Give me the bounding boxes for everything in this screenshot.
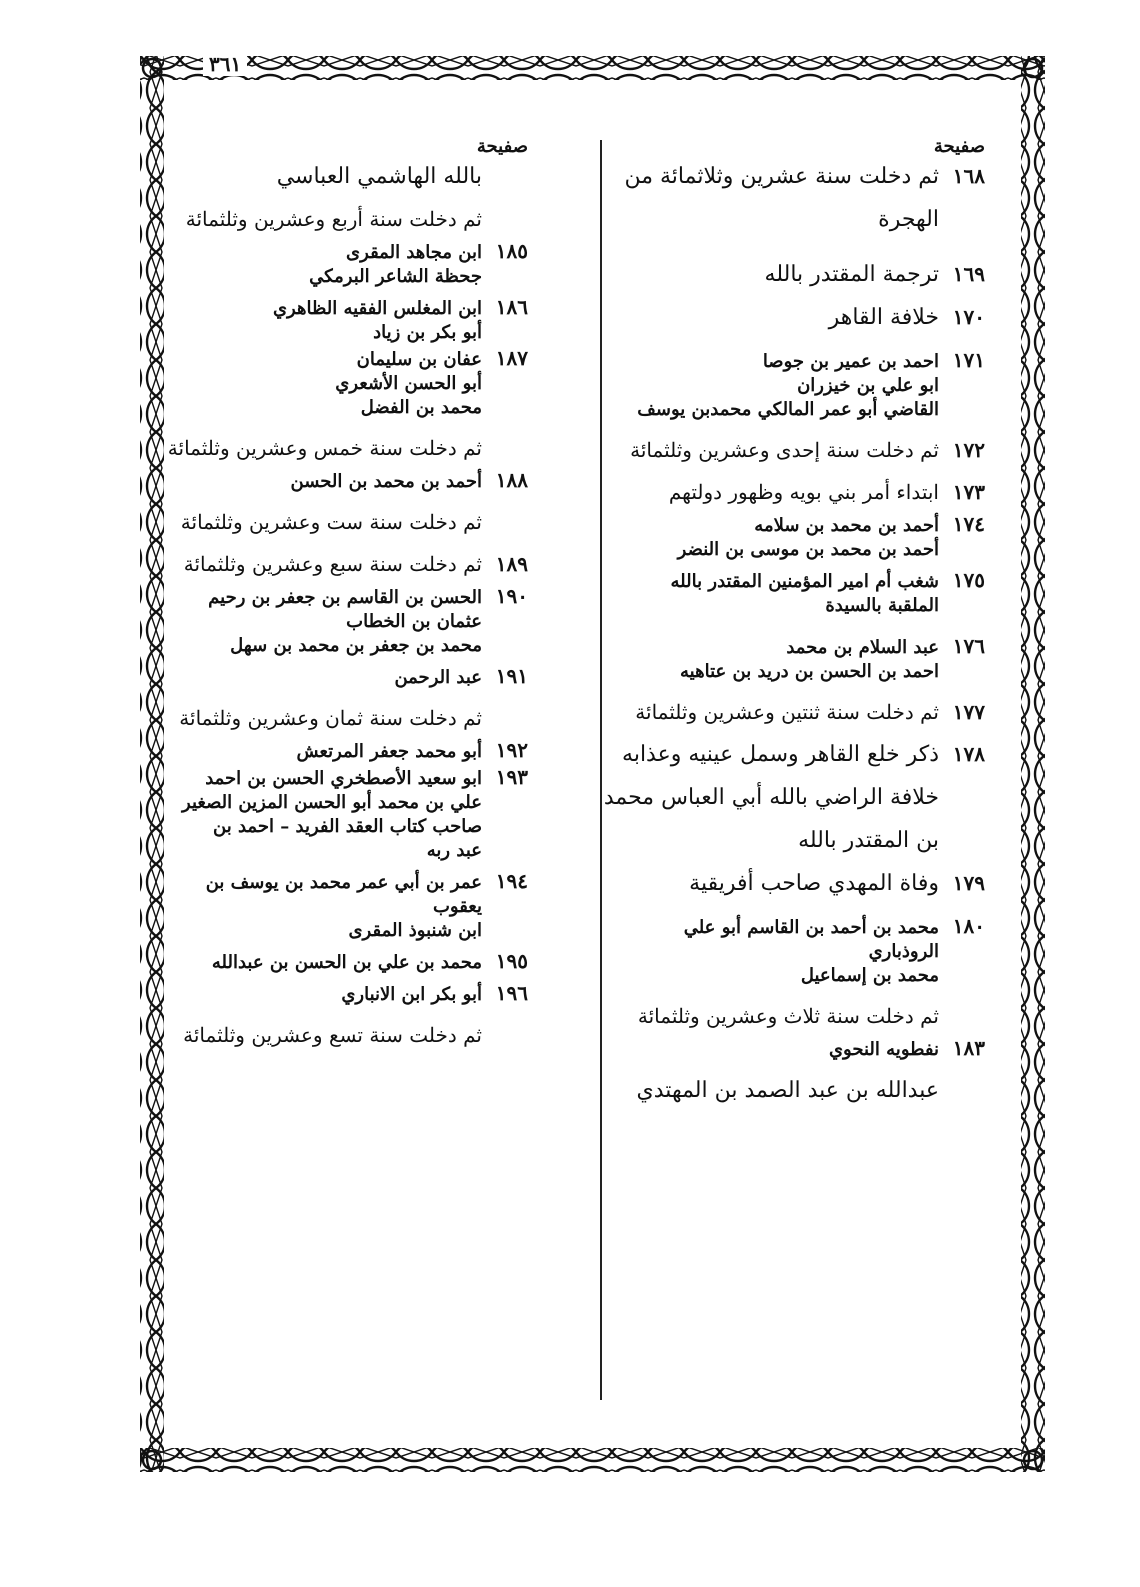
- entry-title: ابو سعيد الأصطخري الحسن بن احمد: [205, 768, 482, 789]
- entry-page-number: ١٨٩: [495, 552, 528, 576]
- toc-entry: [108, 706, 528, 730]
- toc-entry: [108, 816, 528, 837]
- toc-entry: [108, 295, 528, 319]
- toc-entry: [545, 965, 985, 986]
- entry-title: ثم دخلت سنة ثمان وعشرين وثلثمائة: [179, 706, 482, 730]
- entry-title: ثم دخلت سنة ثنتين وعشرين وثلثمائة: [635, 700, 939, 724]
- entry-title: ابن مجاهد المقرى: [346, 242, 482, 263]
- toc-entry: [108, 322, 528, 343]
- toc-entry: [108, 552, 528, 576]
- entry-page-number: ١٦٨: [952, 164, 985, 188]
- entry-page-number: ١٧٨: [952, 742, 985, 766]
- entry-title: أحمد بن محمد بن الحسن: [290, 471, 482, 492]
- page-number: ٣٦١: [203, 52, 247, 76]
- entry-title: عبد ربه: [426, 840, 482, 861]
- entry-page-number: ١٩٤: [495, 869, 528, 893]
- entry-title: الهجرة: [878, 207, 939, 232]
- entry-title: خلافة الراضي بالله أبي العباس محمد: [603, 785, 939, 810]
- entry-page-number: ١٨٨: [495, 468, 528, 492]
- toc-entry: [108, 266, 528, 287]
- entry-title: محمد بن أحمد بن القاسم أبو علي: [683, 917, 939, 938]
- entry-title: محمد بن جعفر بن محمد بن سهل: [230, 635, 482, 656]
- toc-entry: [108, 239, 528, 263]
- entry-page-number: ١٧٤: [952, 512, 985, 536]
- toc-entry: [108, 510, 528, 534]
- entry-title: بن المقتدر بالله: [798, 828, 939, 853]
- toc-entry: [545, 207, 985, 232]
- entry-title: شغب أم امير المؤمنين المقتدر بالله: [670, 571, 939, 592]
- entry-title: الملقبة بالسيدة: [825, 595, 939, 616]
- toc-entry: [545, 1078, 985, 1103]
- toc-entry: [545, 1004, 985, 1028]
- entry-title: ثم دخلت سنة سبع وعشرين وثلثمائة: [183, 552, 482, 576]
- entry-title: جحظة الشاعر البرمكي: [309, 266, 482, 287]
- entry-page-number: ١٨٣: [952, 1036, 985, 1060]
- entry-page-number: ١٩١: [495, 664, 528, 688]
- toc-entry: [108, 792, 528, 813]
- entry-title: احمد بن عمير بن جوصا: [762, 351, 939, 372]
- toc-entry: [108, 611, 528, 632]
- column-header: صفيحة: [933, 136, 985, 157]
- entry-title: أبو بكر بن زياد: [373, 322, 482, 343]
- toc-entry: [545, 262, 985, 287]
- toc-entry: [108, 840, 528, 861]
- toc-entry: [108, 635, 528, 656]
- toc-entry: [545, 305, 985, 330]
- entry-title: خلافة القاهر: [828, 305, 939, 330]
- entry-page-number: ١٧٩: [952, 871, 985, 895]
- entry-title: أبو بكر ابن الانباري: [341, 984, 482, 1005]
- entry-title: محمد بن الفضل: [360, 397, 482, 418]
- toc-entry: [108, 738, 528, 762]
- toc-entry: [545, 480, 985, 504]
- toc-entry: [545, 348, 985, 372]
- entry-page-number: ١٩٥: [495, 949, 528, 973]
- entry-title: ذكر خلع القاهر وسمل عينيه وعذابه: [622, 742, 939, 767]
- entry-title: ثم دخلت سنة ست وعشرين وثلثمائة: [180, 510, 482, 534]
- entry-title: الروذباري: [868, 941, 939, 962]
- entry-title: أبو الحسن الأشعري: [335, 373, 482, 394]
- entry-page-number: ١٦٩: [952, 262, 985, 286]
- toc-entry: [545, 568, 985, 592]
- toc-entry: [545, 1036, 985, 1060]
- entry-title: ثم دخلت سنة إحدى وعشرين وثلثمائة: [630, 438, 939, 462]
- toc-entry: [108, 468, 528, 492]
- toc-entry: [545, 785, 985, 810]
- entry-page-number: ١٩٣: [495, 765, 528, 789]
- entry-title: ثم دخلت سنة أربع وعشرين وثلثمائة: [185, 207, 482, 231]
- entry-title: ابن شنبوذ المقرى: [348, 920, 482, 941]
- toc-entry: [108, 436, 528, 460]
- entry-page-number: ١٩٦: [495, 981, 528, 1005]
- toc-entry: [108, 981, 528, 1005]
- toc-entry: [108, 346, 528, 370]
- entry-title: احمد بن الحسن بن دريد بن عتاهيه: [680, 661, 939, 682]
- entry-page-number: ١٧١: [952, 348, 985, 372]
- toc-entry: [545, 742, 985, 767]
- toc-entry: [108, 869, 528, 893]
- entry-title: ثم دخلت سنة عشرين وثلاثمائة من: [624, 164, 939, 189]
- toc-entry: [545, 661, 985, 682]
- entry-title: علي بن محمد أبو الحسن المزين الصغير: [182, 792, 482, 813]
- entry-page-number: ١٨٥: [495, 239, 528, 263]
- entry-title: القاضي أبو عمر المالكي محمدبن يوسف: [637, 399, 939, 420]
- toc-entry: [545, 634, 985, 658]
- entry-page-number: ١٧٢: [952, 438, 985, 462]
- entry-title: عفان بن سليمان: [356, 349, 482, 370]
- entry-page-number: ١٨٦: [495, 295, 528, 319]
- column-header: صفيحة: [476, 136, 528, 157]
- entry-title: ثم دخلت سنة خمس وعشرين وثلثمائة: [167, 436, 482, 460]
- toc-entry: [108, 373, 528, 394]
- entry-page-number: ١٩٢: [495, 738, 528, 762]
- entry-title: محمد بن إسماعيل: [800, 965, 939, 986]
- entry-title: عبد الرحمن: [394, 667, 482, 688]
- entry-title: أبو محمد جعفر المرتعش: [296, 741, 482, 762]
- toc-entry: [108, 920, 528, 941]
- toc-entry: [545, 438, 985, 462]
- toc-entry: [108, 896, 528, 917]
- entry-title: صاحب كتاب العقد الفريد – احمد بن: [213, 816, 482, 837]
- entry-title: الحسن بن القاسم بن جعفر بن رحيم: [208, 587, 482, 608]
- entry-title: وفاة المهدي صاحب أفريقية: [689, 871, 939, 896]
- entry-page-number: ١٧٠: [952, 305, 985, 329]
- entry-title: عبد السلام بن محمد: [786, 637, 939, 658]
- entry-title: عمر بن أبي عمر محمد بن يوسف بن: [205, 872, 482, 893]
- toc-entry: [108, 164, 528, 189]
- toc-entry: [545, 399, 985, 420]
- entry-page-number: ١٩٠: [495, 584, 528, 608]
- entry-title: ثم دخلت سنة تسع وعشرين وثلثمائة: [183, 1023, 482, 1047]
- entry-page-number: ١٨٠: [952, 914, 985, 938]
- toc-entry: [108, 207, 528, 231]
- entry-page-number: ١٧٦: [952, 634, 985, 658]
- entry-page-number: ١٧٥: [952, 568, 985, 592]
- entry-title: ابن المغلس الفقيه الظاهري: [272, 298, 482, 319]
- toc-entry: [545, 164, 985, 189]
- toc-entry: [545, 512, 985, 536]
- entry-title: ابتداء أمر بني بويه وظهور دولتهم: [668, 480, 939, 504]
- toc-entry: [545, 539, 985, 560]
- entry-title: يعقوب: [432, 896, 482, 917]
- entry-title: عبدالله بن عبد الصمد بن المهتدي: [636, 1078, 939, 1103]
- toc-entry: [108, 1023, 528, 1047]
- entry-title: نفطويه النحوي: [828, 1039, 939, 1060]
- toc-entry: [108, 584, 528, 608]
- toc-entry: [545, 828, 985, 853]
- entry-page-number: ١٧٣: [952, 480, 985, 504]
- entry-title: أحمد بن محمد بن موسى بن النضر: [677, 539, 939, 560]
- toc-entry: [108, 397, 528, 418]
- toc-right-column: [545, 130, 985, 1410]
- entry-page-number: ١٨٧: [495, 346, 528, 370]
- entry-title: ثم دخلت سنة ثلاث وعشرين وثلثمائة: [637, 1004, 939, 1028]
- toc-entry: [108, 949, 528, 973]
- entry-title: محمد بن علي بن الحسن بن عبدالله: [211, 952, 482, 973]
- toc-entry: [545, 375, 985, 396]
- entry-title: عثمان بن الخطاب: [346, 611, 482, 632]
- toc-entry: [545, 700, 985, 724]
- toc-entry: [545, 871, 985, 896]
- toc-left-column: [108, 130, 528, 1410]
- toc-entry: [545, 941, 985, 962]
- toc-entry: [108, 765, 528, 789]
- entry-title: ترجمة المقتدر بالله: [764, 262, 939, 287]
- toc-entry: [545, 914, 985, 938]
- entry-title: بالله الهاشمي العباسي: [276, 164, 482, 189]
- toc-entry: [545, 595, 985, 616]
- entry-title: أحمد بن محمد بن سلامه: [754, 515, 939, 536]
- toc-entry: [108, 664, 528, 688]
- entry-page-number: ١٧٧: [952, 700, 985, 724]
- entry-title: ابو علي بن خيزران: [797, 375, 939, 396]
